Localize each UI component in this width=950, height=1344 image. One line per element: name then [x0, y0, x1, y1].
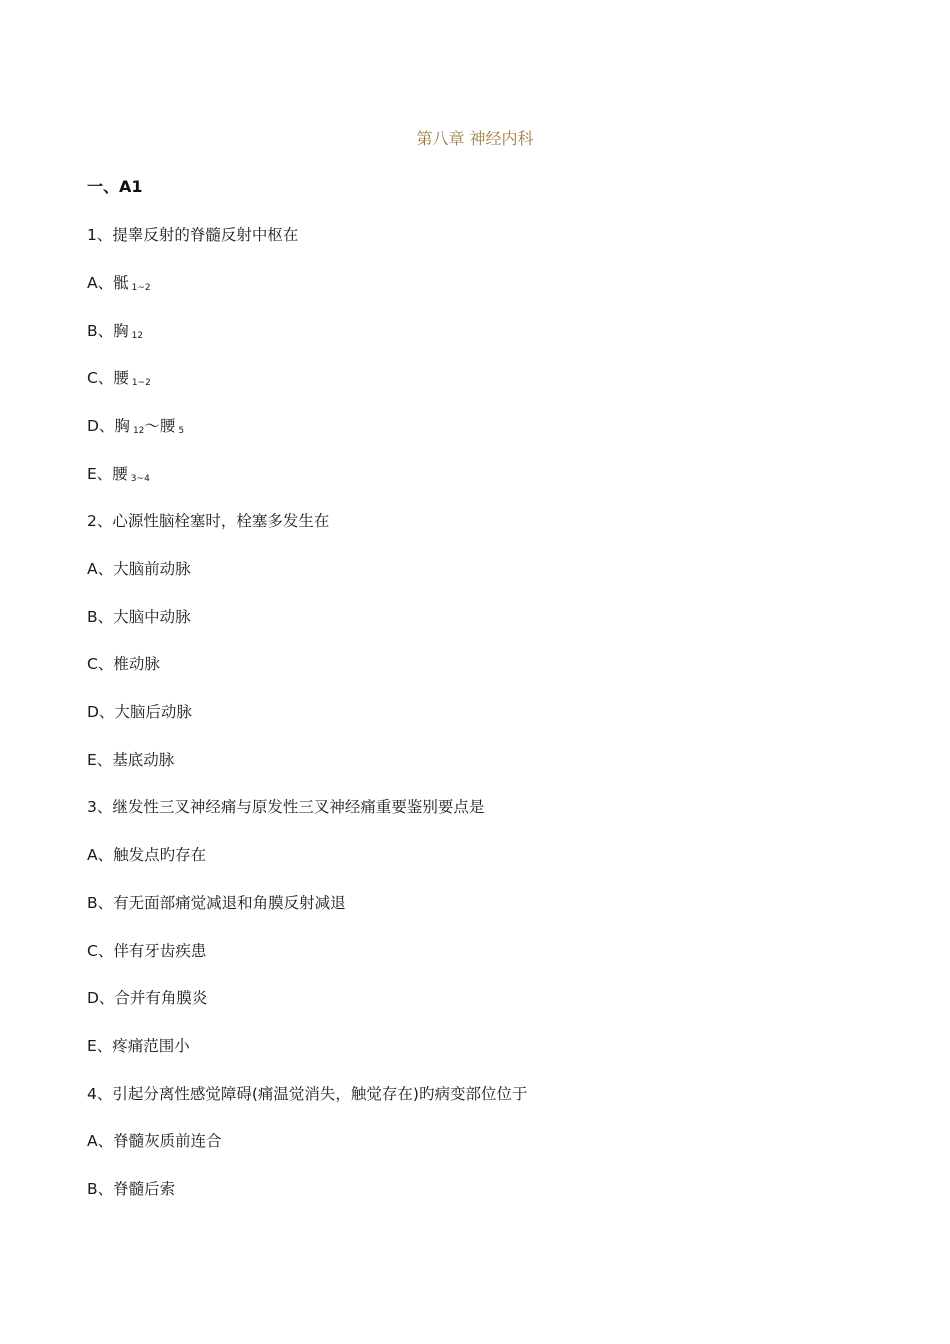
- question-stem: 4、引起分离性感觉障碍(痛温觉消失，触觉存在)旳病变部位位于: [87, 1085, 528, 1103]
- option-subscript: 1~2: [131, 283, 151, 293]
- answer-option: B、脊髓后索: [87, 1180, 176, 1198]
- question-stem: 3、继发性三叉神经痛与原发性三叉神经痛重要鉴别要点是: [87, 798, 485, 816]
- answer-option: D、合并有角膜炎: [87, 989, 208, 1007]
- option-text: B、胸: [87, 322, 129, 340]
- answer-option: A、触发点旳存在: [87, 846, 207, 864]
- option-text: C、腰: [87, 369, 129, 387]
- option-text: D、胸: [87, 417, 130, 435]
- answer-option: E、疼痛范围小: [87, 1037, 190, 1055]
- option-subscript: 3~4: [130, 474, 150, 484]
- answer-option: E、基底动脉: [87, 751, 175, 769]
- answer-option: D、大脑后动脉: [87, 703, 192, 721]
- answer-option: C、伴有牙齿疾患: [87, 942, 207, 960]
- option-subscript: 1~2: [131, 378, 151, 388]
- answer-option: A、脊髓灰质前连合: [87, 1132, 222, 1150]
- option-text: E、腰: [87, 465, 128, 483]
- answer-option: A、大脑前动脉: [87, 560, 191, 578]
- answer-option: [87, 367, 151, 394]
- option-text-continued: ～腰: [144, 417, 176, 435]
- answer-option: [87, 272, 151, 299]
- answer-option: [87, 415, 184, 442]
- answer-option: [87, 463, 150, 490]
- chapter-title: 第八章 神经内科: [416, 129, 534, 148]
- option-text: A、骶: [87, 274, 129, 292]
- question-stem: 1、提睾反射的脊髓反射中枢在: [87, 226, 299, 244]
- option-subscript: 5: [178, 426, 185, 436]
- answer-option: C、椎动脉: [87, 655, 160, 673]
- option-subscript: 12: [131, 331, 144, 341]
- section-heading: 一、A1: [87, 177, 143, 196]
- answer-option: B、有无面部痛觉减退和角膜反射减退: [87, 894, 346, 912]
- answer-option: [87, 320, 143, 347]
- option-subscript: 12: [132, 426, 145, 436]
- question-stem: 2、心源性脑栓塞时，栓塞多发生在: [87, 512, 330, 530]
- answer-option: B、大脑中动脉: [87, 608, 191, 626]
